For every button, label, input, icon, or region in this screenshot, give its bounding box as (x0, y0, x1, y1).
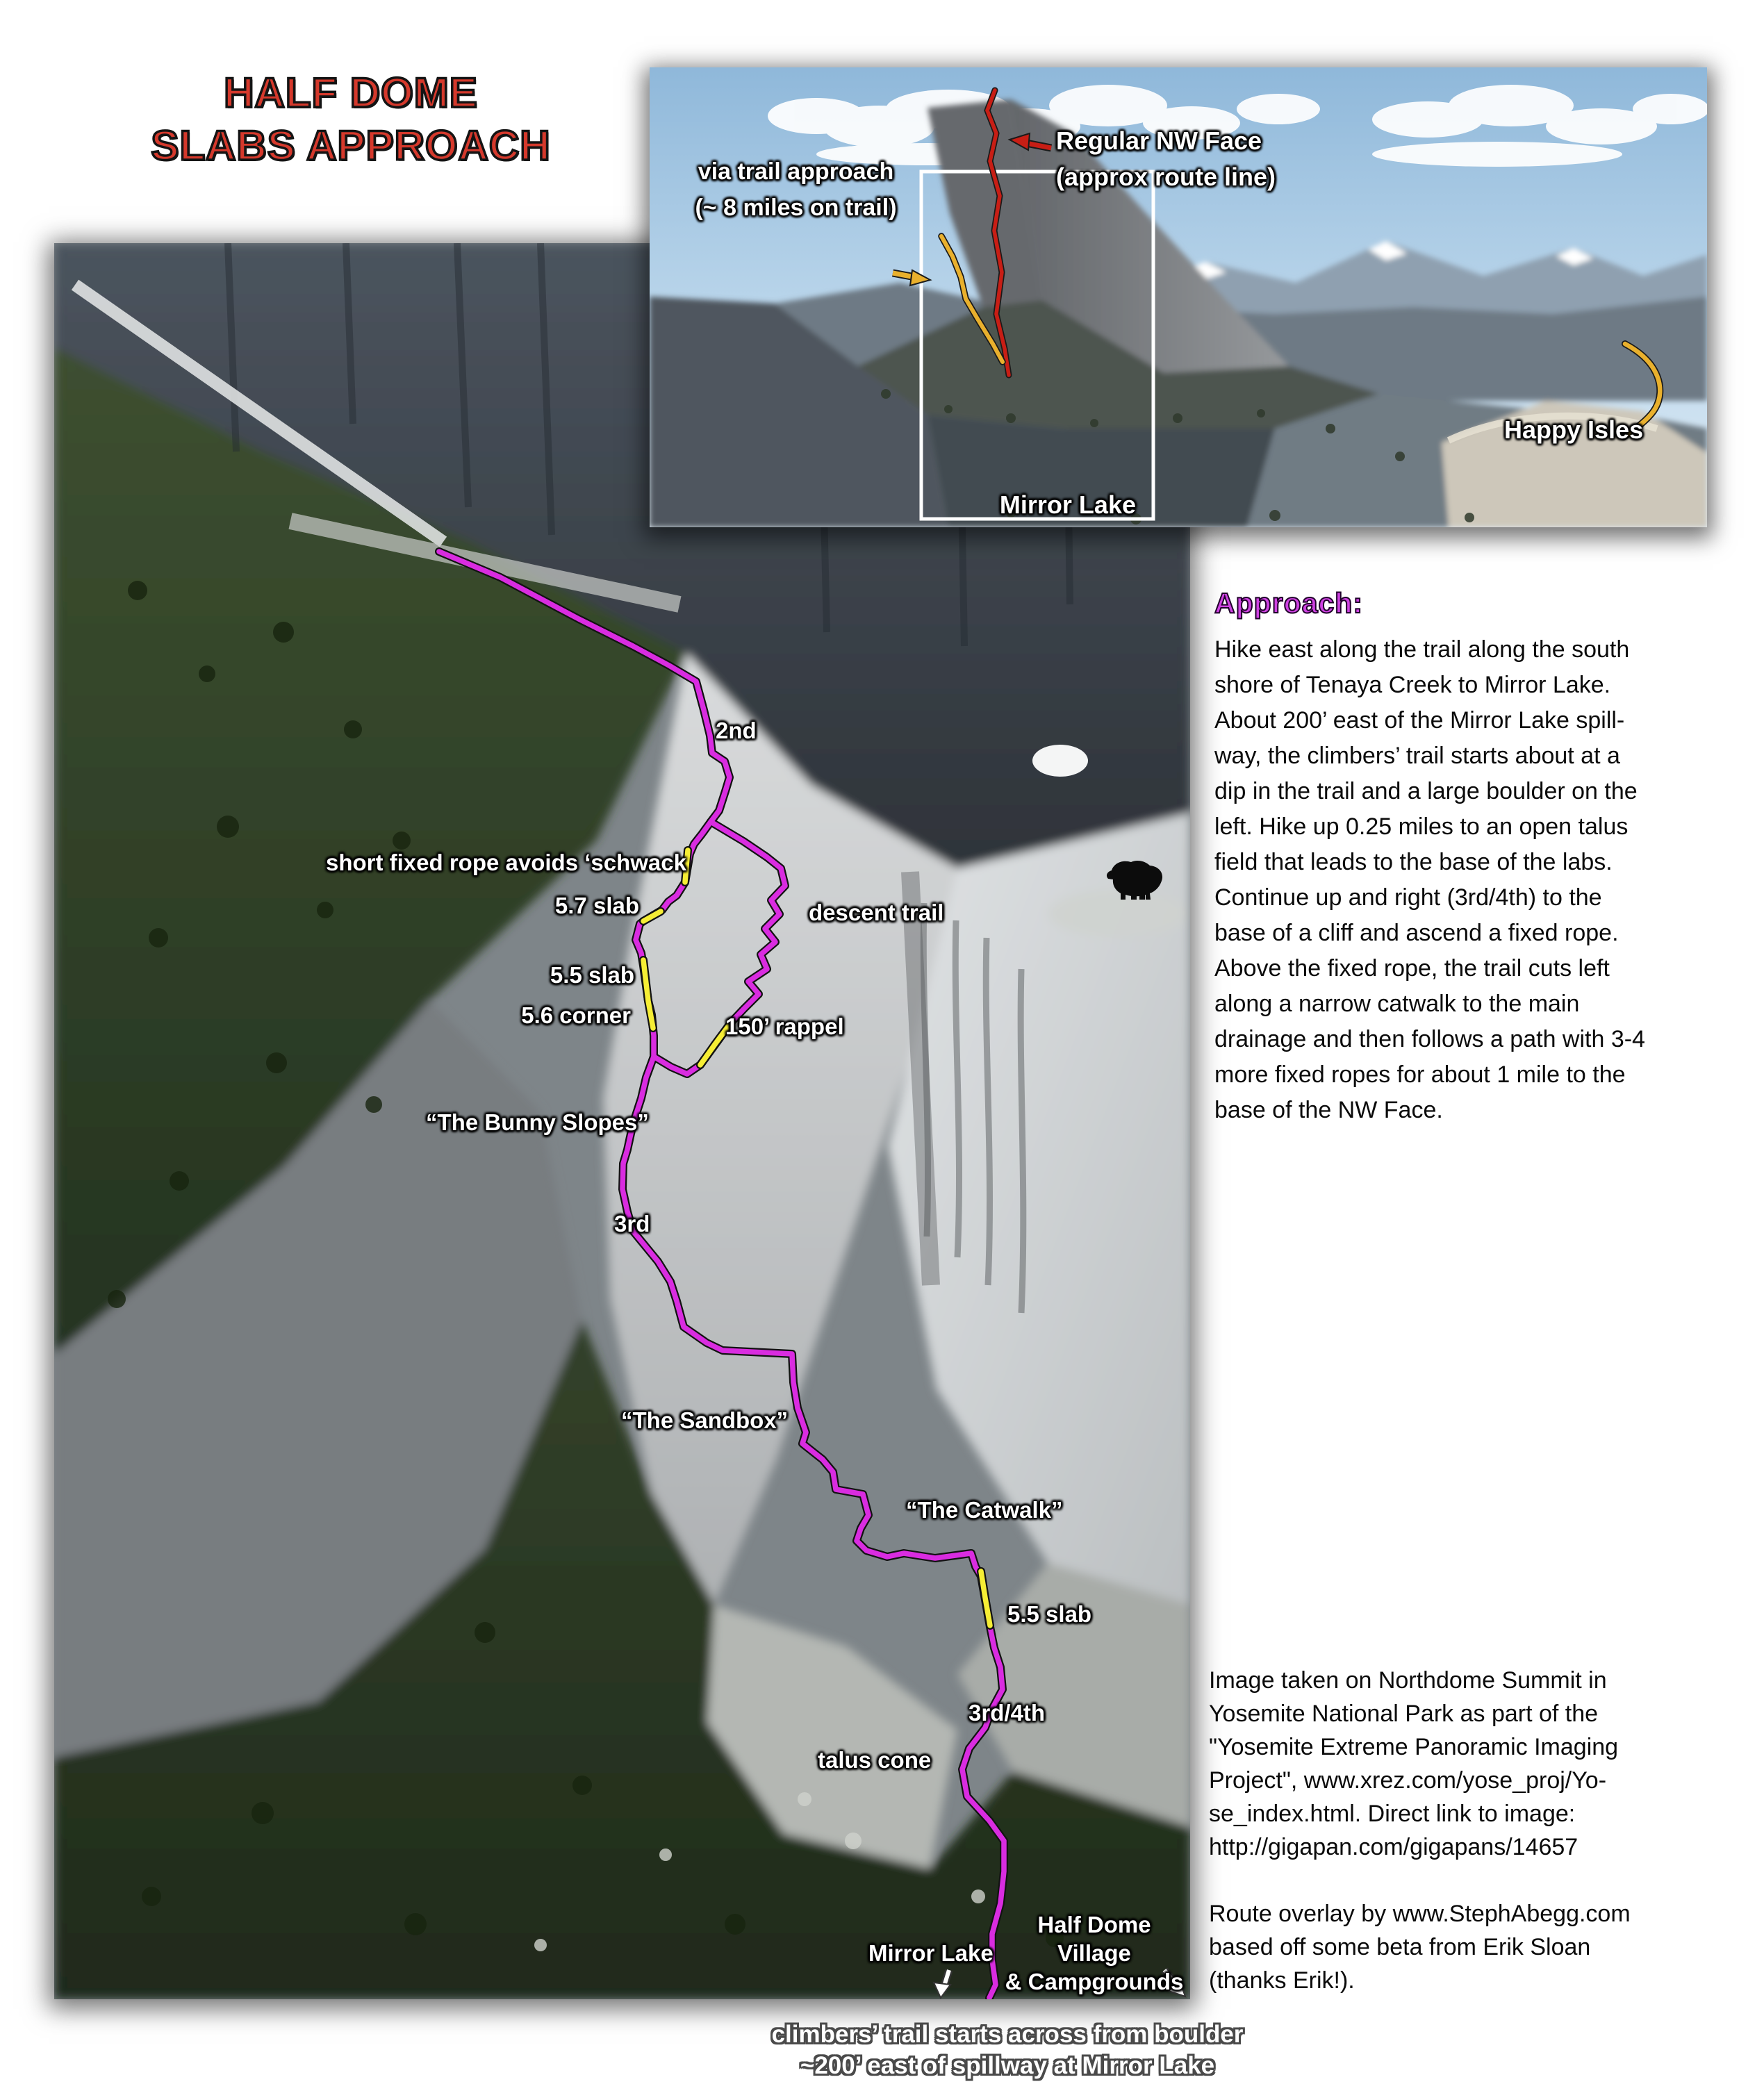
approach-line: base of a cliff and ascend a fixed rope. (1214, 920, 1619, 946)
approach-line: left. Hike up 0.25 miles to an open talus (1214, 813, 1629, 840)
credit-line: se_index.html. Direct link to image: (1209, 1801, 1576, 1827)
credit-line: based off some beta from Erik Sloan (1209, 1934, 1591, 1960)
label-via-trail-approach (676, 154, 916, 226)
credit-line: Yosemite National Park as part of the (1209, 1701, 1599, 1727)
label-inset-mirror-lake: Mirror Lake (999, 490, 1136, 519)
approach-line: way, the climbers’ trail starts about at a (1214, 743, 1620, 769)
label-2nd: 2nd (716, 718, 757, 743)
image-credit-paragraph (1209, 1664, 1716, 1864)
route-overlay-credit-paragraph (1209, 1897, 1716, 1997)
label-fixed-rope: short fixed rope avoids ‘schwack (325, 850, 686, 875)
title-line-1: HALF DOME (224, 69, 478, 116)
label-3rd: 3rd (614, 1211, 650, 1237)
approach-line: Continue up and right (3rd/4th) to the (1214, 884, 1602, 911)
village-line-1: Half Dome Village (1037, 1912, 1151, 1966)
approach-line: Hike east along the trail along the south (1214, 636, 1630, 663)
label-150-rappel: 150’ rappel (725, 1014, 844, 1039)
credit-line: Route overlay by www.StephAbegg.com (1209, 1901, 1631, 1927)
bear-icon (1107, 861, 1162, 900)
approach-line: more fixed ropes for about 1 mile to the (1214, 1061, 1626, 1088)
label-regular-nw-face (1056, 123, 1276, 195)
label-3rd-4th: 3rd/4th (968, 1700, 1046, 1726)
label-sandbox: “The Sandbox” (621, 1407, 789, 1433)
credit-line: Project", www.xrez.com/yose_proj/Yo- (1209, 1767, 1607, 1794)
approach-line: dip in the trail and a large boulder on the (1214, 778, 1638, 804)
approach-line: Above the fixed rope, the trail cuts left (1214, 955, 1610, 982)
label-mirror-lake: Mirror Lake (868, 1940, 994, 1966)
approach-line: base of the NW Face. (1214, 1097, 1443, 1123)
credit-line: "Yosemite Extreme Panoramic Imaging (1209, 1734, 1619, 1760)
label-talus-cone: talus cone (818, 1747, 932, 1773)
village-line-2: & Campgrounds (1005, 1969, 1184, 1994)
nw-face-line-2: (approx route line) (1056, 163, 1276, 191)
credit-line: (thanks Erik!). (1209, 1967, 1355, 1994)
approach-paragraph (1214, 632, 1722, 1128)
mirror-lake-arrow (934, 1970, 950, 1998)
approach-line: field that leads to the base of the labs. (1214, 849, 1613, 875)
caption-line-2: ~200’ east of spillway at Mirror Lake (800, 2052, 1215, 2079)
label-descent-trail: descent trail (809, 900, 944, 925)
via-trail-line-2: (~ 8 miles on trail) (695, 195, 897, 221)
label-happy-isles: Happy Isles (1504, 415, 1644, 444)
approach-line: shore of Tenaya Creek to Mirror Lake. (1214, 672, 1611, 698)
label-5-6-corner: 5.6 corner (521, 1002, 631, 1028)
title-line-2: SLABS APPROACH (151, 122, 551, 169)
page-title (149, 67, 552, 172)
approach-line: drainage and then follows a path with 3-4 (1214, 1026, 1645, 1052)
approach-line: along a narrow catwalk to the main (1214, 991, 1580, 1017)
via-trail-line-1: via trail approach (698, 158, 894, 185)
nw-face-line-1: Regular NW Face (1056, 126, 1262, 155)
label-catwalk: “The Catwalk” (906, 1497, 1063, 1523)
approach-line: About 200’ east of the Mirror Lake spill- (1214, 707, 1625, 734)
caption-line-1: climbers’ trail starts across from boulder (771, 2021, 1244, 2048)
photo-caption (723, 2019, 1292, 2081)
label-5-5-slab-lower: 5.5 slab (1007, 1601, 1092, 1627)
label-5-5-slab-upper: 5.5 slab (550, 962, 634, 988)
label-5-7-slab: 5.7 slab (554, 893, 639, 918)
label-bunny-slopes: “The Bunny Slopes” (426, 1109, 649, 1135)
approach-heading: Approach: (1214, 587, 1363, 619)
label-half-dome-village (999, 1910, 1189, 1996)
overview-inset-photo (650, 67, 1707, 527)
credit-line: Image taken on Northdome Summit in (1209, 1667, 1607, 1694)
credit-line: http://gigapan.com/gigapans/14657 (1209, 1834, 1578, 1860)
main-route-line (439, 552, 1004, 1998)
